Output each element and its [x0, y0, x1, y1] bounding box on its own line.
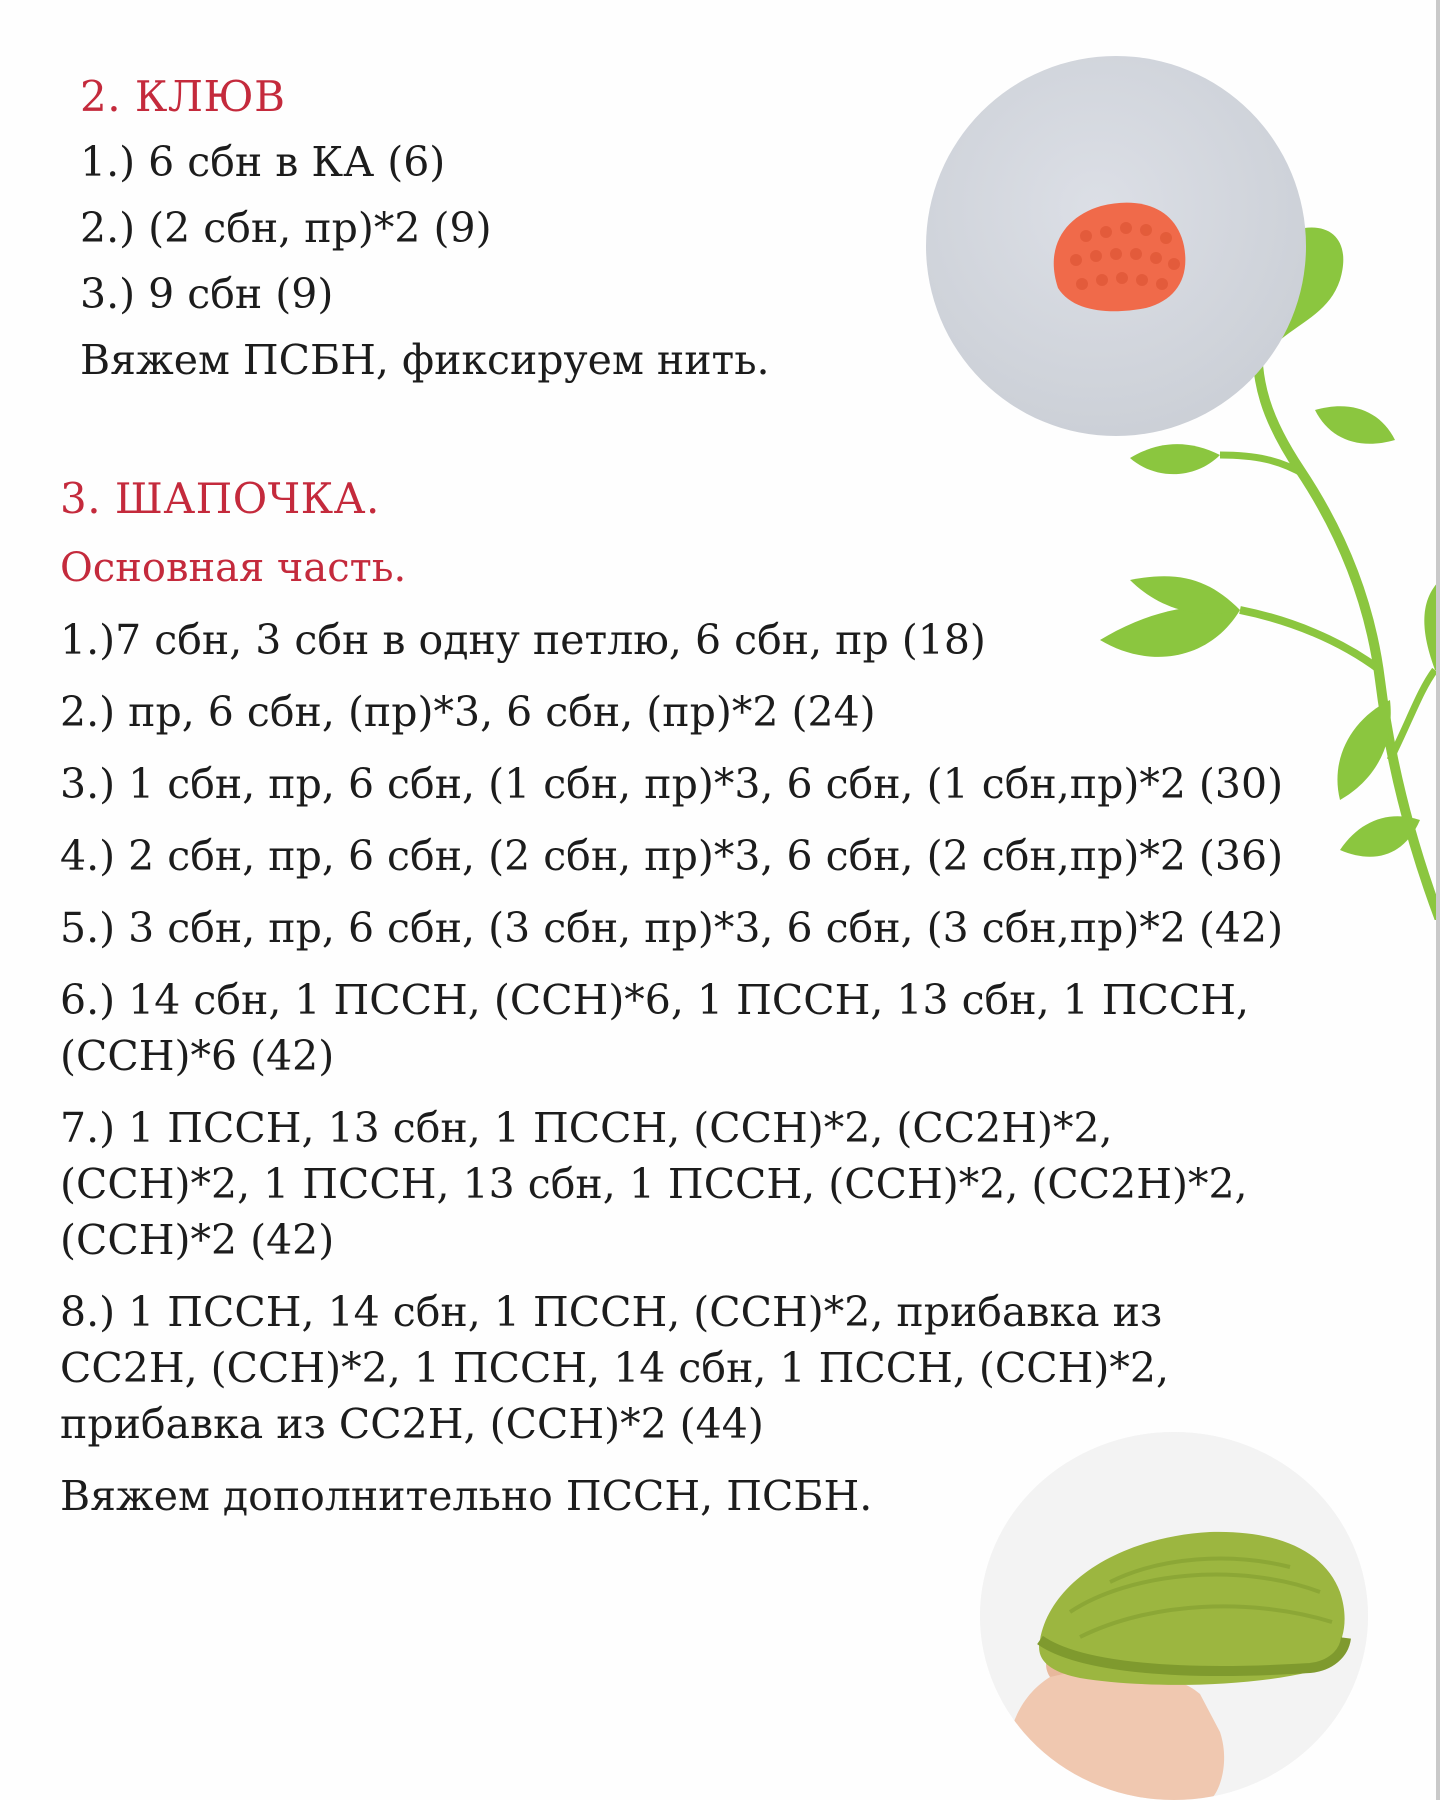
crocheted-hat-image: [980, 1432, 1368, 1800]
hat-finish-note: Вяжем дополнительно ПССН, ПСБН.: [60, 1472, 873, 1520]
leaf-shape: [1130, 444, 1220, 474]
hat-row-5: 5.) 3 сбн, пр, 6 сбн, (3 сбн, пр)*3, 6 сбн, (3 сбн,пр)*2 (42): [60, 904, 1284, 952]
hat-row-7-line-2: (ССН)*2, 1 ПССН, 13 сбн, 1 ПССН, (ССН)*2, (СС2Н)*2,: [60, 1160, 1248, 1208]
hat-row-4: 4.) 2 сбн, пр, 6 сбн, (2 сбн, пр)*3, 6 сбн, (2 сбн,пр)*2 (36): [60, 832, 1284, 880]
hat-row-8-line-1: 8.) 1 ПССН, 14 сбн, 1 ПССН, (ССН)*2, прибавка из: [60, 1288, 1163, 1336]
leaf-shape: [1337, 700, 1390, 800]
beak-row-3: 3.) 9 сбн (9): [80, 270, 334, 318]
right-edge-divider: [1436, 0, 1440, 1800]
hat-row-7-line-3: (ССН)*2 (42): [60, 1216, 335, 1264]
hat-row-2: 2.) пр, 6 сбн, (пр)*3, 6 сбн, (пр)*2 (24): [60, 688, 876, 736]
crocheted-beak-image: [926, 56, 1306, 436]
hat-section-subtitle: Основная часть.: [60, 545, 407, 591]
hat-row-6-line-2: (ССН)*6 (42): [60, 1032, 335, 1080]
beak-row-2: 2.) (2 сбн, пр)*2 (9): [80, 204, 492, 252]
hat-row-8-line-3: прибавка из СС2Н, (ССН)*2 (44): [60, 1400, 764, 1448]
leaf-shape: [1130, 576, 1240, 614]
leaf-shape: [1340, 816, 1420, 857]
vine-branch: [1390, 670, 1435, 760]
beak-row-1: 1.) 6 сбн в КА (6): [80, 138, 446, 186]
leaf-shape: [1100, 606, 1240, 657]
hat-section-title: 3. ШАПОЧКА.: [60, 474, 380, 523]
beak-section-title: 2. КЛЮВ: [80, 72, 286, 121]
hat-row-3: 3.) 1 сбн, пр, 6 сбн, (1 сбн, пр)*3, 6 сбн, (1 сбн,пр)*2 (30): [60, 760, 1284, 808]
hat-row-8-line-2: СС2Н, (ССН)*2, 1 ПССН, 14 сбн, 1 ПССН, (ССН)*2,: [60, 1344, 1170, 1392]
hat-row-1: 1.)7 сбн, 3 сбн в одну петлю, 6 сбн, пр (18): [60, 616, 986, 664]
beak-photo: [926, 56, 1306, 436]
hat-photo: [980, 1432, 1368, 1800]
leaf-shape: [1315, 406, 1395, 444]
hat-row-7-line-1: 7.) 1 ПССН, 13 сбн, 1 ПССН, (ССН)*2, (СС2Н)*2,: [60, 1104, 1113, 1152]
vine-branch: [1240, 610, 1380, 670]
beak-finish-note: Вяжем ПСБН, фиксируем нить.: [80, 336, 770, 384]
hat-row-6-line-1: 6.) 14 сбн, 1 ПССН, (ССН)*6, 1 ПССН, 13 сбн, 1 ПССН,: [60, 976, 1250, 1024]
